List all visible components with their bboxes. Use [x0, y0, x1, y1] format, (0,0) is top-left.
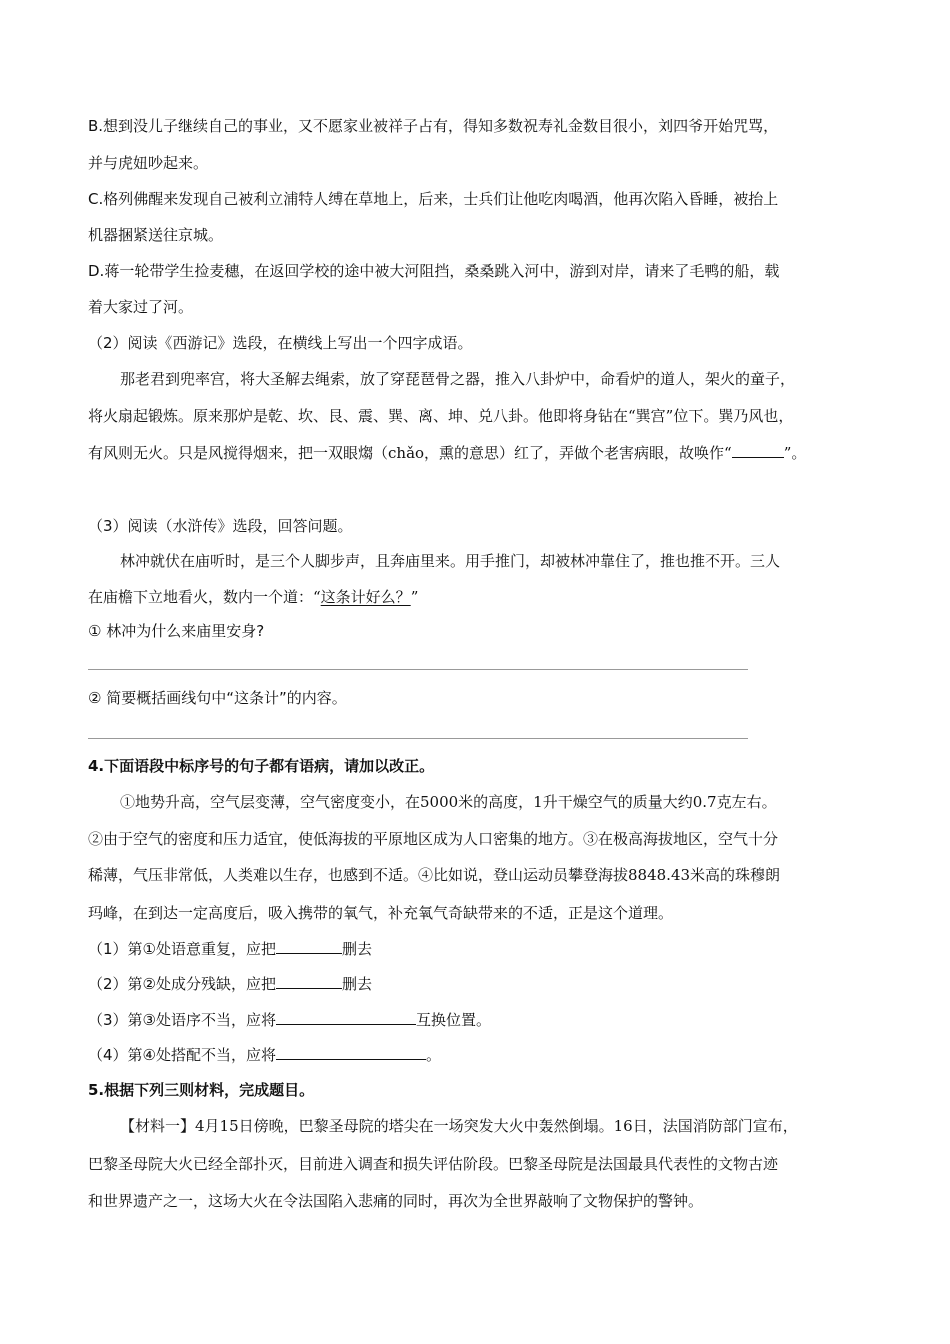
q4-answer-3-end: 互换位置。	[416, 1011, 492, 1029]
q4-blank-1[interactable]	[276, 939, 342, 954]
xiyouji-passage-line-2: 将火扇起锻炼。原来那炉是乾、坎、艮、震、巽、离、坤、兑八卦。他即将身钻在“巽宫”位下。巽乃风也，	[88, 407, 794, 425]
question-5-heading: 5.根据下列三则材料，完成题目。	[88, 1081, 315, 1099]
option-b-line-1: B.想到没儿子继续自己的事业，又不愿家业被祥子占有，得知多数祝寿礼金数目很小，刘四爷开始咒骂，	[88, 117, 779, 135]
idiom-answer-blank[interactable]	[732, 443, 784, 458]
xiyouji-line-3-end: ”。	[783, 444, 807, 462]
q4-passage-line-4: 玛峰，在到达一定高度后，吸入携带的氧气，补充氧气奇缺带来的不适，正是这个道理。	[88, 904, 674, 922]
underlined-sentence: 这条计好么？	[320, 588, 411, 606]
q4-answer-3	[88, 1010, 491, 1030]
option-b-line-2: 并与虎妞吵起来。	[88, 154, 209, 172]
shuihu-line-2-end: ”	[410, 588, 419, 606]
answer-line-2[interactable]	[88, 738, 748, 739]
q4-blank-3[interactable]	[276, 1010, 416, 1025]
q4-blank-4[interactable]	[276, 1045, 426, 1060]
question-2-prompt: ② 简要概括画线句中“这条计”的内容。	[88, 689, 347, 707]
q4-answer-4-label: （4）第④处搭配不当，应将	[88, 1046, 276, 1064]
material-1-line-3: 和世界遗产之一，这场大火在令法国陷入悲痛的同时，再次为全世界敲响了文物保护的警钟。	[88, 1192, 704, 1210]
q4-passage-line-1: ①地势升高，空气层变薄，空气密度变小，在5000米的高度，1升干燥空气的质量大约0.7克左右。	[120, 793, 777, 811]
q4-answer-3-label: （3）第③处语序不当，应将	[88, 1011, 276, 1029]
shuihu-passage-line-2	[88, 587, 418, 607]
shuihu-line-2-text: 在庙檐下立地看火，数内一个道：“	[88, 588, 321, 606]
q4-blank-2[interactable]	[276, 974, 342, 989]
option-d-line-2: 着大家过了河。	[88, 298, 194, 316]
q4-passage-line-3: 稀薄，气压非常低，人类难以生存，也感到不适。④比如说，登山运动员攀登海拔8848.43米高的珠穆朗	[88, 866, 781, 884]
question-1-prompt: ① 林冲为什么来庙里安身?	[88, 622, 265, 640]
q4-answer-1	[88, 939, 372, 959]
q4-answer-1-end: 删去	[342, 940, 373, 958]
q4-answer-4-end: 。	[426, 1046, 442, 1064]
option-c-line-2: 机器捆紧送往京城。	[88, 226, 224, 244]
xiyouji-passage-line-3	[88, 443, 806, 463]
material-1-line-1: 【材料一】4月15日傍晚，巴黎圣母院的塔尖在一场突发大火中轰然倒塌。16日，法国消防部门宣布，	[120, 1117, 798, 1135]
q4-answer-1-label: （1）第①处语意重复，应把	[88, 940, 276, 958]
xiyouji-line-3-text: 有风则无火。只是风搅得烟来，把一双眼煼（chǎo，熏的意思）红了，弄做个老害病眼，故唤作“	[88, 444, 732, 462]
answer-line-1[interactable]	[88, 669, 748, 670]
question-4-heading: 4.下面语段中标序号的句子都有语病，请加以改正。	[88, 757, 435, 775]
shuihu-passage-line-1: 林冲就伏在庙听时，是三个人脚步声，且奔庙里来。用手推门，却被林冲靠住了，推也推不开。三人	[120, 552, 781, 570]
q4-answer-4	[88, 1045, 441, 1065]
material-1-line-2: 巴黎圣母院大火已经全部扑灭，目前进入调查和损失评估阶段。巴黎圣母院是法国最具代表性的文物古迹	[88, 1155, 779, 1173]
q4-answer-2-label: （2）第②处成分残缺，应把	[88, 975, 276, 993]
xiyouji-passage-line-1: 那老君到兜率宫，将大圣解去绳索，放了穿琵琶骨之器，推入八卦炉中，命看炉的道人，架火的童子，	[120, 370, 796, 388]
option-d-line-1: D.蒋一轮带学生捡麦穗，在返回学校的途中被大河阻挡，桑桑跳入河中，游到对岸，请来了毛鸭的船，载	[88, 262, 780, 280]
subquestion-2-heading: （2）阅读《西游记》选段，在横线上写出一个四字成语。	[88, 334, 473, 352]
q4-answer-2	[88, 974, 372, 994]
option-c-line-1: C.格列佛醒来发现自己被利立浦特人缚在草地上，后来，士兵们让他吃肉喝酒，他再次陷入昏睡，被抬上	[88, 190, 779, 208]
subquestion-3-heading: （3）阅读（水浒传》选段，回答问题。	[88, 517, 353, 535]
q4-passage-line-2: ②由于空气的密度和压力适宜，使低海拔的平原地区成为人口密集的地方。③在极高海拔地区，空气十分	[88, 830, 779, 848]
q4-answer-2-end: 删去	[342, 975, 373, 993]
